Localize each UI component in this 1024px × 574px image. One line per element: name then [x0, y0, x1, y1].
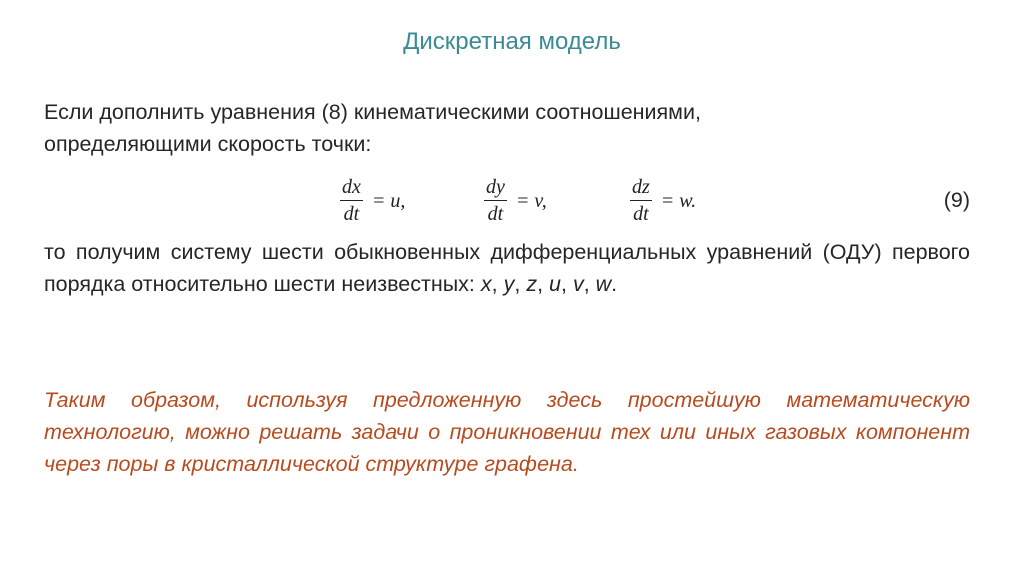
- formula-dx-dt: [340, 176, 405, 225]
- fraction-denominator: dt: [343, 203, 360, 225]
- fraction-dx-dt: [340, 176, 363, 225]
- formula-9: [44, 176, 970, 232]
- separator: ,: [514, 272, 527, 296]
- fraction-numerator: dy: [484, 176, 507, 201]
- formula-rhs: = u,: [366, 189, 406, 212]
- fraction-dy-dt: [484, 176, 507, 225]
- slide-title: Дискретная модель: [403, 28, 621, 55]
- conclusion-paragraph: Таким образом, используя предложенную здесь простейшую математическую технологию, можно решать задачи о проникновении тех или иных газовых компонент через поры в кристаллической структуре графена.: [44, 388, 970, 476]
- var-x: x: [480, 272, 492, 296]
- formula-dy-dt: [484, 176, 547, 225]
- equation-number: (9): [943, 188, 970, 212]
- separator: ,: [560, 272, 573, 296]
- period: .: [611, 272, 618, 296]
- var-z: z: [526, 272, 538, 296]
- var-w: w: [595, 272, 612, 296]
- fraction-denominator: dt: [633, 203, 649, 225]
- intro-paragraph: [44, 96, 970, 160]
- fraction-numerator: dx: [340, 176, 363, 201]
- ode-paragraph: [44, 236, 970, 300]
- separator: ,: [583, 272, 596, 296]
- var-v: v: [572, 272, 584, 296]
- var-u: u: [549, 272, 561, 296]
- formula-dz-dt: [630, 176, 696, 225]
- fraction-denominator: dt: [487, 203, 504, 225]
- intro-line-2: определяющими скорость точки:: [44, 132, 372, 156]
- formula-rhs: = w.: [655, 189, 697, 212]
- ode-text: то получим систему шести обыкновенных дифференциальных уравнений (ОДУ) первого порядка относительно шести неизвестных:: [44, 240, 970, 296]
- separator: ,: [537, 272, 550, 296]
- fraction-numerator: dz: [630, 176, 652, 201]
- fraction-dz-dt: [630, 176, 652, 225]
- formula-rhs: = v,: [510, 189, 547, 212]
- var-y: y: [503, 272, 515, 296]
- intro-line-1: Если дополнить уравнения (8) кинематическими соотношениями,: [44, 100, 701, 124]
- separator: ,: [491, 272, 498, 296]
